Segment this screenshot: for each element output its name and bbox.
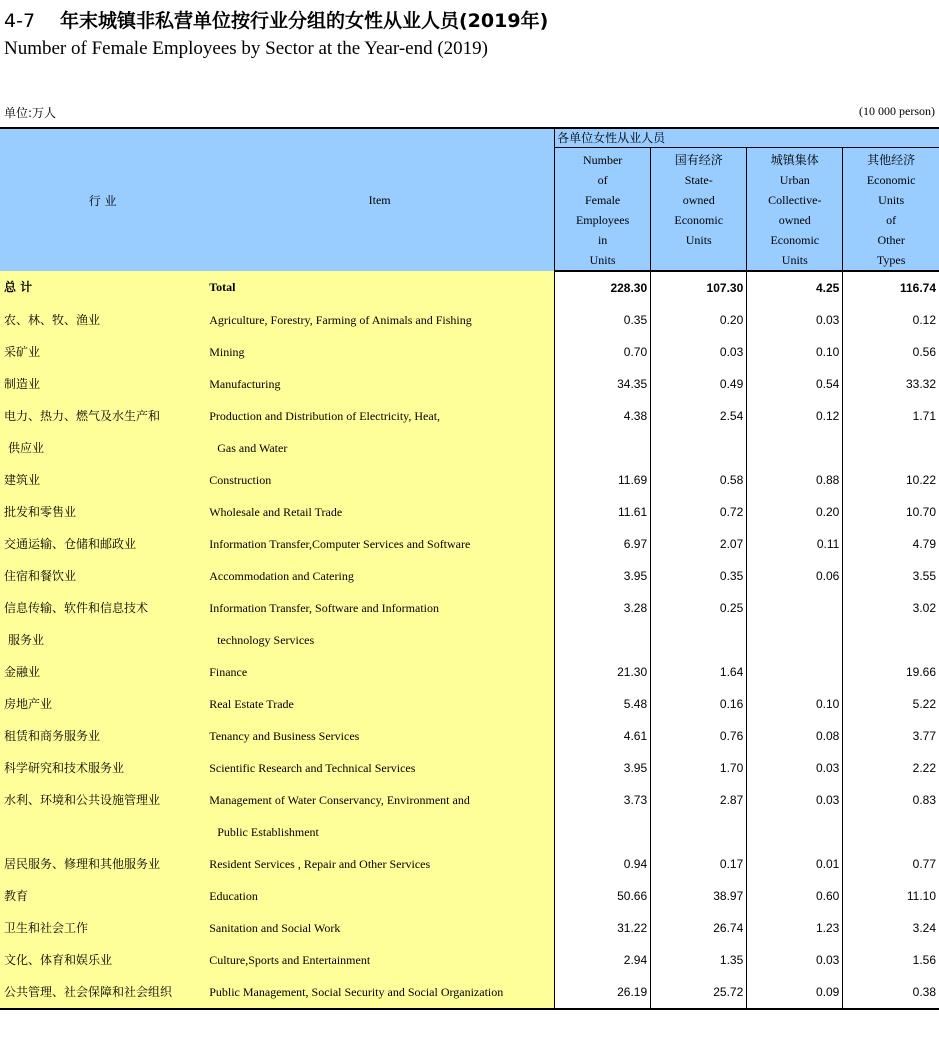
- industry-name-en: [205, 496, 554, 528]
- industry-name-cn-line: 卫生和社会工作: [4, 921, 89, 935]
- value-cell-col2: 0.54: [747, 368, 843, 400]
- value-cell-col2: 0.03: [747, 944, 843, 976]
- column-header-2: [747, 148, 843, 272]
- industry-name-en: [205, 848, 554, 880]
- industry-name-en-line: Culture,Sports and Entertainment: [209, 953, 371, 967]
- industry-name-en-line: Sanitation and Social Work: [209, 921, 341, 935]
- column-header-line: 城镇集体: [770, 153, 819, 167]
- table-row: [0, 368, 939, 400]
- table-row: [0, 784, 939, 848]
- industry-name-cn-line: 科学研究和技术服务业: [4, 761, 125, 775]
- value-cell-col1: 0.20: [651, 304, 747, 336]
- value-cell-col0: 21.30: [555, 656, 651, 688]
- industry-name-en-line: Tenancy and Business Services: [209, 729, 360, 743]
- value-cell-col3: 3.55: [843, 560, 939, 592]
- industry-name-en: [205, 271, 554, 304]
- value-cell-col3: 3.77: [843, 720, 939, 752]
- value-cell-col3: 0.83: [843, 784, 939, 848]
- value-cell-col3: 33.32: [843, 368, 939, 400]
- value-cell-col0: 3.28: [555, 592, 651, 656]
- value-cell-col1: 0.76: [651, 720, 747, 752]
- column-header-line: of: [886, 213, 897, 227]
- industry-name-en: [205, 656, 554, 688]
- unit-label-chinese: 单位:万人: [4, 106, 57, 120]
- table-row: [0, 976, 939, 1009]
- column-header-0: [555, 148, 651, 272]
- table-row: [0, 464, 939, 496]
- industry-name-en: [205, 368, 554, 400]
- column-header-line: Economic: [866, 173, 916, 187]
- column-header-line: owned: [778, 213, 811, 227]
- table-row: [0, 720, 939, 752]
- column-header-line: Employees: [575, 213, 630, 227]
- value-cell-col2: 0.60: [747, 880, 843, 912]
- industry-name-cn-line: 服务业: [8, 633, 45, 647]
- industry-name-en-line: Wholesale and Retail Trade: [209, 505, 343, 519]
- value-cell-col1: 1.70: [651, 752, 747, 784]
- column-header-line: Collective-: [768, 193, 822, 207]
- industry-name-en: [205, 528, 554, 560]
- column-header-line: Other: [877, 233, 905, 247]
- value-cell-col2: 0.03: [747, 304, 843, 336]
- industry-name-en: [205, 464, 554, 496]
- value-cell-col3: 3.02: [843, 592, 939, 656]
- table-row: [0, 336, 939, 368]
- industry-name-cn: [0, 784, 205, 848]
- industry-name-en-line: Accommodation and Catering: [209, 569, 354, 583]
- value-cell-col1: 26.74: [651, 912, 747, 944]
- column-header-line: Number: [582, 153, 623, 167]
- column-header-line: Urban: [779, 173, 810, 187]
- value-cell-col2: 0.10: [747, 336, 843, 368]
- table-title-english: Number of Female Employees by Sector at the Year-end (2019): [4, 38, 488, 59]
- industry-name-cn-line: 居民服务、修理和其他服务业: [4, 857, 161, 871]
- table-row: [0, 528, 939, 560]
- table-row: [0, 656, 939, 688]
- value-cell-col1: 25.72: [651, 976, 747, 1009]
- value-cell-col0: 0.35: [555, 304, 651, 336]
- value-cell-col2: 1.23: [747, 912, 843, 944]
- value-cell-col1: 2.87: [651, 784, 747, 848]
- value-cell-col2: 0.01: [747, 848, 843, 880]
- column-header-line: 国有经济: [674, 153, 723, 167]
- value-cell-col1: 0.72: [651, 496, 747, 528]
- value-cell-col3: 0.56: [843, 336, 939, 368]
- industry-name-en-line: Management of Water Conservancy, Environment and: [209, 793, 470, 807]
- value-cell-col3: 19.66: [843, 656, 939, 688]
- value-cell-col1: 2.07: [651, 528, 747, 560]
- unit-label-english: (10 000 person): [859, 104, 935, 118]
- header-item-en: Item: [205, 128, 554, 271]
- table-row: [0, 880, 939, 912]
- title-chinese-text: 年末城镇非私营单位按行业分组的女性从业人员(2019年): [60, 10, 549, 32]
- value-cell-col0: 4.38: [555, 400, 651, 464]
- industry-name-cn-line: 批发和零售业: [4, 505, 77, 519]
- industry-name-en: [205, 560, 554, 592]
- table-header: [0, 128, 939, 271]
- value-cell-col1: 1.35: [651, 944, 747, 976]
- value-cell-col2: 0.06: [747, 560, 843, 592]
- value-cell-col0: 3.73: [555, 784, 651, 848]
- industry-name-cn-line: 住宿和餐饮业: [4, 569, 77, 583]
- column-header-3: [843, 148, 939, 272]
- industry-name-cn-line: 房地产业: [4, 697, 53, 711]
- industry-name-en-line: Real Estate Trade: [209, 697, 294, 711]
- industry-name-cn: [0, 368, 205, 400]
- value-cell-col2: 0.12: [747, 400, 843, 464]
- table-row-total: [0, 271, 939, 304]
- column-header-line: Units: [589, 253, 616, 267]
- value-cell-col0: 11.61: [555, 496, 651, 528]
- industry-name-cn-line: 金融业: [4, 665, 41, 679]
- industry-name-en-line: technology Services: [217, 633, 315, 647]
- industry-name-cn-line: 电力、热力、燃气及水生产和: [4, 409, 161, 423]
- value-cell-col3: 0.38: [843, 976, 939, 1009]
- value-cell-col2: 0.10: [747, 688, 843, 720]
- industry-name-en-line: Information Transfer,Computer Services and Software: [209, 537, 471, 551]
- value-cell-col3: 116.74: [843, 271, 939, 304]
- column-header-line: owned: [682, 193, 715, 207]
- industry-name-cn: [0, 560, 205, 592]
- value-cell-col0: 50.66: [555, 880, 651, 912]
- value-cell-col2: 0.20: [747, 496, 843, 528]
- value-cell-col3: 0.77: [843, 848, 939, 880]
- column-header-line: of: [597, 173, 608, 187]
- data-table: [0, 127, 939, 1010]
- industry-name-cn-line: 交通运输、仓储和邮政业: [4, 537, 137, 551]
- value-cell-col2: [747, 656, 843, 688]
- industry-name-cn: [0, 752, 205, 784]
- column-header-1: [651, 148, 747, 272]
- industry-name-cn-line: 建筑业: [4, 473, 41, 487]
- column-header-line: Types: [876, 253, 906, 267]
- value-cell-col1: 0.03: [651, 336, 747, 368]
- industry-name-en-line: Agriculture, Forestry, Farming of Animals and Fishing: [209, 313, 472, 327]
- value-cell-col0: 0.94: [555, 848, 651, 880]
- table-row: [0, 560, 939, 592]
- industry-name-en-line: Gas and Water: [217, 441, 288, 455]
- value-cell-col0: 34.35: [555, 368, 651, 400]
- value-cell-col0: 5.48: [555, 688, 651, 720]
- value-cell-col3: 1.56: [843, 944, 939, 976]
- industry-name-cn: [0, 656, 205, 688]
- header-industry-cn: 行 业: [0, 128, 205, 271]
- column-header-line: Units: [781, 253, 808, 267]
- industry-name-en-line: Information Transfer, Software and Information: [209, 601, 440, 615]
- industry-name-cn: [0, 912, 205, 944]
- column-header-line: Units: [685, 233, 712, 247]
- industry-name-cn: [0, 528, 205, 560]
- industry-name-en: [205, 400, 554, 464]
- value-cell-col2: 0.03: [747, 752, 843, 784]
- industry-name-cn: [0, 464, 205, 496]
- industry-name-cn-line: 文化、体育和娱乐业: [4, 953, 113, 967]
- value-cell-col0: 31.22: [555, 912, 651, 944]
- value-cell-col0: 0.70: [555, 336, 651, 368]
- industry-name-en: [205, 784, 554, 848]
- value-cell-col0: 4.61: [555, 720, 651, 752]
- industry-name-cn: [0, 496, 205, 528]
- value-cell-col2: 0.11: [747, 528, 843, 560]
- industry-name-cn: [0, 400, 205, 464]
- industry-name-en-line: Mining: [209, 345, 245, 359]
- table-title-chinese: [4, 6, 548, 33]
- value-cell-col2: 0.88: [747, 464, 843, 496]
- industry-name-en: [205, 752, 554, 784]
- industry-name-cn: [0, 336, 205, 368]
- value-cell-col2: 0.08: [747, 720, 843, 752]
- column-header-line: 其他经济: [867, 153, 916, 167]
- industry-name-cn-line: 采矿业: [4, 345, 41, 359]
- industry-name-en: [205, 976, 554, 1009]
- industry-name-en: [205, 688, 554, 720]
- value-cell-col3: 4.79: [843, 528, 939, 560]
- industry-name-en-line: Finance: [209, 665, 248, 679]
- value-cell-col1: 38.97: [651, 880, 747, 912]
- industry-name-cn-line: 租赁和商务服务业: [4, 729, 101, 743]
- value-cell-col1: 107.30: [651, 271, 747, 304]
- industry-name-en-line: Manufacturing: [209, 377, 281, 391]
- industry-name-cn: [0, 880, 205, 912]
- column-header-line: Economic: [770, 233, 820, 247]
- industry-name-en-line: Education: [209, 889, 258, 903]
- industry-name-cn-line: 供应业: [8, 441, 45, 455]
- table-number: 4-7: [4, 10, 36, 32]
- table-row: [0, 400, 939, 464]
- industry-name-en-line: Construction: [209, 473, 272, 487]
- industry-name-cn: [0, 720, 205, 752]
- value-cell-col1: 0.17: [651, 848, 747, 880]
- industry-name-en: [205, 880, 554, 912]
- industry-name-en: [205, 336, 554, 368]
- industry-name-en-line: Public Management, Social Security and Social Organization: [209, 985, 504, 999]
- industry-name-en-line: Production and Distribution of Electricity, Heat,: [209, 409, 441, 423]
- table-row: [0, 304, 939, 336]
- industry-name-cn: [0, 848, 205, 880]
- industry-name-en-line: Resident Services , Repair and Other Services: [209, 857, 431, 871]
- industry-name-cn: [0, 944, 205, 976]
- table-row: [0, 848, 939, 880]
- value-cell-col3: 10.70: [843, 496, 939, 528]
- value-cell-col1: 0.25: [651, 592, 747, 656]
- value-cell-col0: 11.69: [555, 464, 651, 496]
- column-header-line: Female: [584, 193, 621, 207]
- table-row: [0, 912, 939, 944]
- value-cell-col0: 228.30: [555, 271, 651, 304]
- value-cell-col3: 3.24: [843, 912, 939, 944]
- value-cell-col1: 0.58: [651, 464, 747, 496]
- value-cell-col0: 3.95: [555, 560, 651, 592]
- industry-name-en: [205, 592, 554, 656]
- industry-name-cn-line: 水利、环境和公共设施管理业: [4, 793, 161, 807]
- industry-name-en-line: Public Establishment: [217, 825, 319, 839]
- value-cell-col0: 2.94: [555, 944, 651, 976]
- value-cell-col2: 4.25: [747, 271, 843, 304]
- industry-name-en-line: Total: [209, 280, 236, 294]
- value-cell-col3: 11.10: [843, 880, 939, 912]
- industry-name-cn-line: 教育: [4, 889, 29, 903]
- industry-name-cn: [0, 976, 205, 1009]
- column-header-line: in: [597, 233, 608, 247]
- table-row: [0, 752, 939, 784]
- value-cell-col1: 1.64: [651, 656, 747, 688]
- value-cell-col1: 0.35: [651, 560, 747, 592]
- header-group-label: 各单位女性从业人员: [555, 128, 939, 148]
- industry-name-en: [205, 912, 554, 944]
- industry-name-cn: [0, 271, 205, 304]
- industry-name-cn: [0, 688, 205, 720]
- value-cell-col0: 6.97: [555, 528, 651, 560]
- value-cell-col3: 5.22: [843, 688, 939, 720]
- industry-name-en: [205, 304, 554, 336]
- table-body: [0, 271, 939, 1009]
- table-row: [0, 592, 939, 656]
- value-cell-col1: 0.49: [651, 368, 747, 400]
- value-cell-col3: 2.22: [843, 752, 939, 784]
- value-cell-col3: 0.12: [843, 304, 939, 336]
- industry-name-en-line: Scientific Research and Technical Services: [209, 761, 416, 775]
- industry-name-cn: [0, 304, 205, 336]
- industry-name-en: [205, 720, 554, 752]
- industry-name-cn-line: 总 计: [4, 280, 33, 294]
- value-cell-col2: [747, 592, 843, 656]
- value-cell-col1: 0.16: [651, 688, 747, 720]
- column-header-line: State-: [684, 173, 713, 187]
- value-cell-col0: 26.19: [555, 976, 651, 1009]
- industry-name-cn-line: 公共管理、社会保障和社会组织: [4, 985, 173, 999]
- industry-name-cn-line: 制造业: [4, 377, 41, 391]
- value-cell-col3: 1.71: [843, 400, 939, 464]
- value-cell-col0: 3.95: [555, 752, 651, 784]
- value-cell-col2: 0.09: [747, 976, 843, 1009]
- value-cell-col1: 2.54: [651, 400, 747, 464]
- industry-name-cn-line: 信息传输、软件和信息技术: [4, 601, 149, 615]
- table-row: [0, 688, 939, 720]
- column-header-line: Units: [878, 193, 905, 207]
- table-row: [0, 496, 939, 528]
- value-cell-col3: 10.22: [843, 464, 939, 496]
- column-header-line: Economic: [674, 213, 724, 227]
- industry-name-en: [205, 944, 554, 976]
- table-row: [0, 944, 939, 976]
- industry-name-cn-line: 农、林、牧、渔业: [4, 313, 101, 327]
- value-cell-col2: 0.03: [747, 784, 843, 848]
- industry-name-cn: [0, 592, 205, 656]
